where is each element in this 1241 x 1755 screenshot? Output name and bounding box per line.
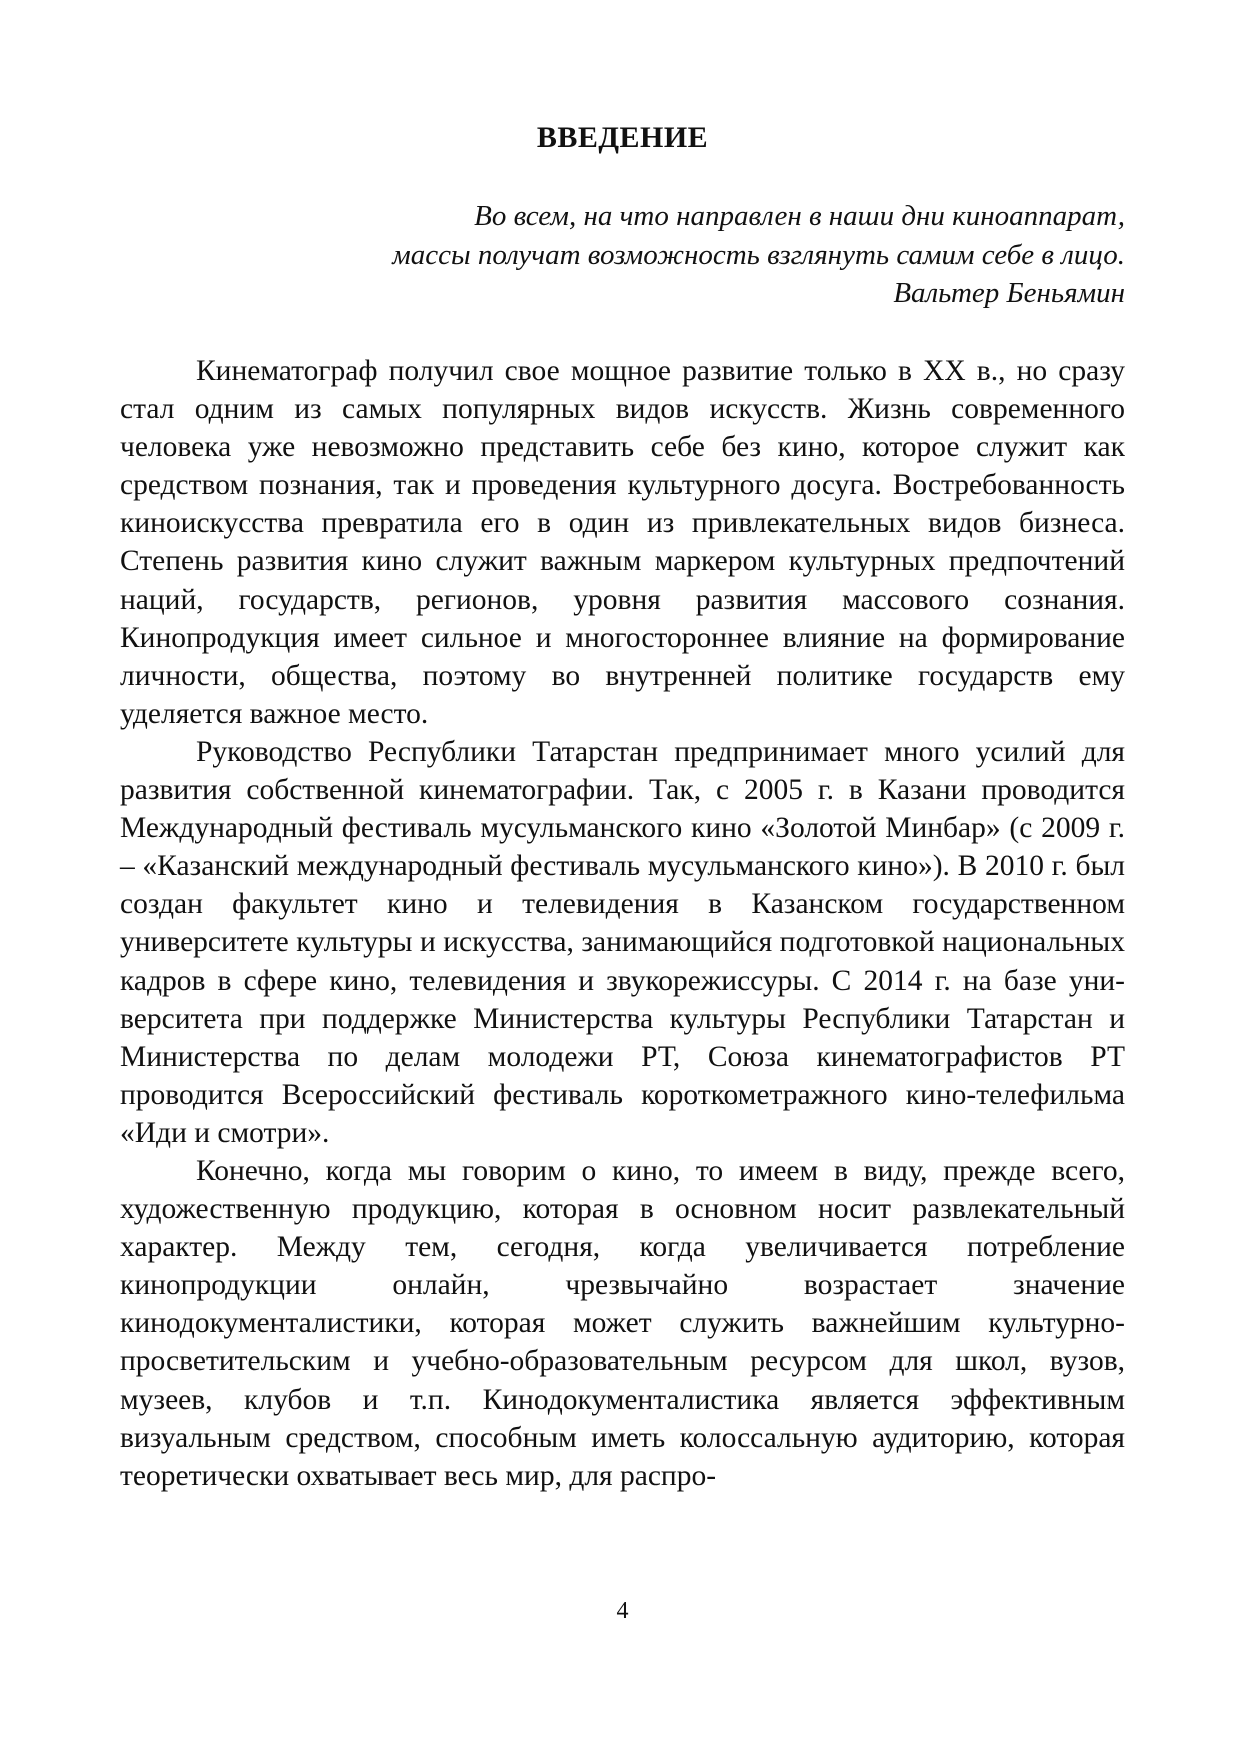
body-text	[120, 352, 1125, 1495]
epigraph-line: массы получат возможность взглянуть самим себе в лицо.	[392, 238, 1125, 271]
page-number: 4	[616, 1598, 629, 1624]
document-page	[120, 0, 1125, 1755]
epigraph-author: Вальтер Беньямин	[893, 277, 1125, 309]
page-title: ВВЕДЕНИЕ	[536, 121, 709, 154]
epigraph	[392, 197, 1125, 313]
epigraph-line: Во всем, на что направлен в наши дни киноаппарат,	[474, 200, 1125, 232]
paragraph: Конечно, когда мы говорим о кино, то имеем в виду, прежде всего, художественную продукцию, которая в основном носит развлекательный характер. Между тем, сегодня, когда увеличивается потребление кинопродукции онлайн, чрезвычайно возрастает значение кинодокументалистики, которая может служить важнейшим культурно-просветительским и учебно-образовательным ресурсом для школ, вузов, музеев, клубов и т.п. Кинодокументалистика является эффективным визуальным средством, способным иметь колоссальную аудиторию, которая теоретически охватывает весь мир, для распро-	[120, 1154, 1125, 1492]
paragraph: Руководство Республики Татарстан предпринимает много усилий для развития собственной кинематографии. Так, с 2005 г. в Казани проводится Международный фестиваль мусульманского кино «Золотой Минбар» (с 2009 г. – «Казанский международный фестиваль мусульманского кино»). В 2010 г. был создан факультет кино и телевидения в Казанском государственном университете культуры и искусства, занимающийся подготовкой национальных кадров в сфере кино, телевидения и звукорежиссуры. С 2014 г. на базе университета при поддержке Министерства культуры Республики Татарстан и Министерства по делам молодежи РТ, Союза кинематографистов РТ проводится Всероссийский фестиваль короткометражного кино-телефильма «Иди и смотри».	[120, 735, 1125, 1149]
paragraph: Кинематограф получил свое мощное развитие только в XX в., но сразу стал одним из самых популярных видов искусств. Жизнь современного человека уже невозможно представить себе без кино, которое служит как средством познания, так и проведения культурного досуга. Востребованность киноискусства превратила его в один из привлекательных видов бизнеса. Степень развития кино служит важным маркером культурных предпочтений наций, государств, регионов, уровня развития массового сознания. Кинопродукция имеет сильное и многостороннее влияние на формирование личности, общества, поэтому во внутренней политике государств ему уделяется важное место.	[120, 355, 1125, 730]
